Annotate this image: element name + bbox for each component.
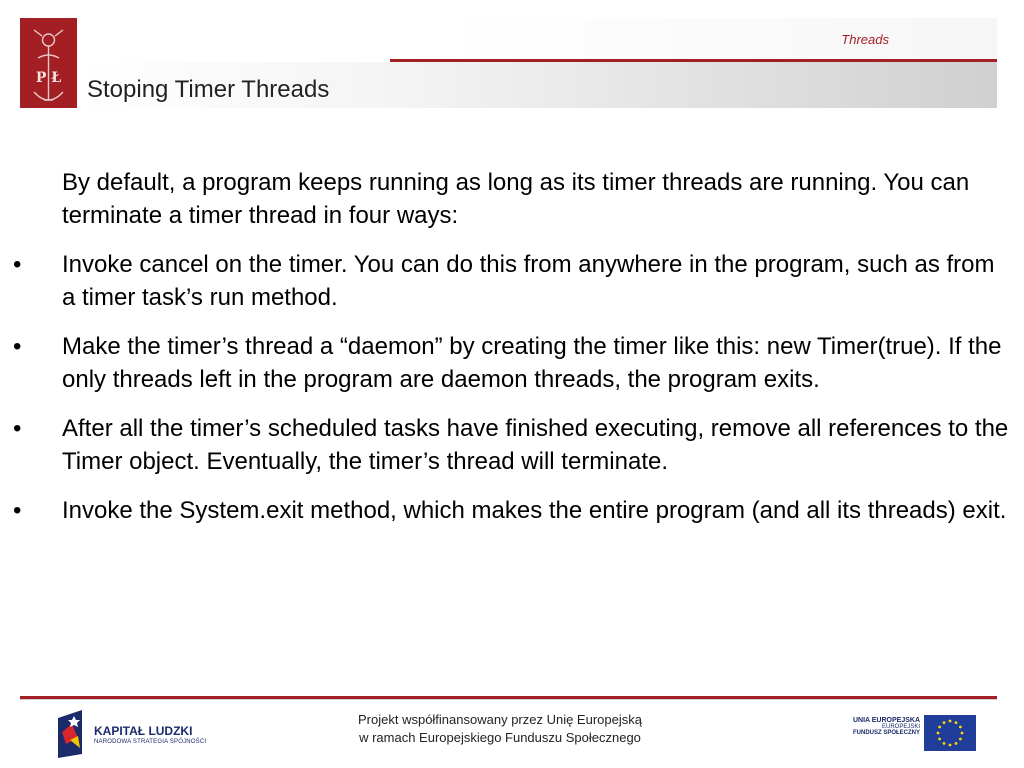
kapital-ludzki-title: KAPITAŁ LUDZKI [94, 724, 193, 738]
list-item [0, 494, 1024, 527]
footer-line-1: Projekt współfinansowany przez Unię Europejską [358, 712, 642, 727]
slide-content [0, 166, 1024, 543]
intro-paragraph: By default, a program keeps running as long as its timer threads are running. You can terminate a timer thread in four ways: [62, 169, 970, 229]
footer-divider [20, 699, 997, 700]
university-logo-icon [20, 18, 77, 108]
footer-line-2: w ramach Europejskiego Funduszu Społecznego [359, 730, 641, 745]
footer-cofinancing-note [300, 711, 700, 747]
bullet-icon: • [13, 333, 22, 360]
bullet-icon: • [13, 415, 22, 442]
eu-line-2: EUROPEJSKI [881, 724, 920, 730]
list-item [0, 412, 1024, 478]
kapital-ludzki-subtitle: NARODOWA STRATEGIA SPÓJNOŚCI [94, 739, 207, 745]
logo-letters: P Ł [35, 70, 62, 86]
header-red-line [390, 59, 997, 62]
university-logo [20, 18, 77, 108]
list-item-text: Invoke the System.exit method, which makes the entire program (and all its threads) exit. [62, 497, 1007, 524]
section-label: Threads [841, 32, 889, 47]
eu-line-1: UNIA EUROPEJSKA [852, 717, 920, 724]
eu-logo-text [853, 717, 920, 736]
list-item [0, 330, 1024, 396]
list-item-text: After all the timer’s scheduled tasks have finished executing, remove all references to the Timer object. Eventually, the timer’s thread will terminate. [62, 415, 1009, 475]
eu-line-3: FUNDUSZ SPOŁECZNY [852, 730, 920, 736]
bullet-icon: • [13, 497, 22, 524]
list-item-text: Invoke cancel on the timer. You can do this from anywhere in the program, such as from a timer task’s run method. [62, 251, 995, 311]
list-item [0, 248, 1024, 314]
page-title: Stoping Timer Threads [87, 76, 330, 103]
list-item-text: Make the timer’s thread a “daemon” by creating the timer like this: new Timer(true). If the only threads left in the program are daemon threads, the program exits. [62, 333, 1002, 393]
eu-flag-icon [924, 715, 976, 751]
bullet-icon: • [13, 251, 22, 278]
